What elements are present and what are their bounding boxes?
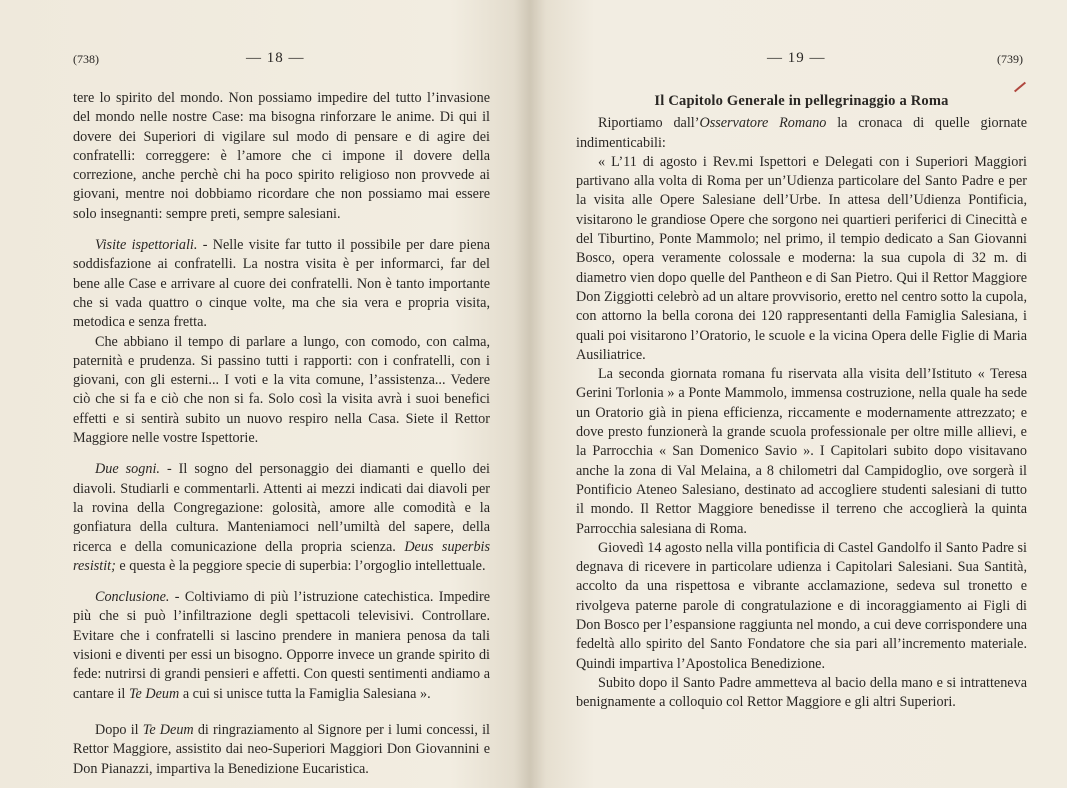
text-run: Subito dopo il Santo Padre ammetteva al bacio della mano e si intratteneva benignamente a colloquio col Rettor Maggiore e gli altri Superiori.	[576, 674, 1027, 711]
paragraph	[73, 236, 490, 332]
text-run: la cronaca di quelle giornate indimenticabili:	[576, 115, 1027, 151]
paragraph	[73, 460, 490, 576]
text-run: La seconda giornata romana fu riservata alla visita dell’Istituto « Teresa Gerini Torlonia » a Ponte Mammolo, immensa costruzione, nella quale ha sede un Oratorio già in piena efficienza, riccamente e modernamente attrezzato; e dove presto funzionerà la grande scuola professionale per oltre mille allievi, e la Parrocchia « San Domenico Savio ». I Capitolari subito dopo visitavano anche la zona di Val Melaina, a 8 chilometri dal Campidoglio, ove sorgerà il Pontificio Ateneo Salesiano, destinato ad accogliere studenti salesiani di tutto il mondo. Il Rettor Maggiore benedisse il terreno che accoglierà la quinta Parrocchia salesiana di Roma.	[576, 366, 1027, 537]
text-run: Che abbiano il tempo di parlare a lungo, con comodo, con calma, paternità e prudenza. Si passino tutti i rapporti: con i confratelli, con i giovani, con gli esterni... I voti e la vita comune, l’assistenza... Vedere ciò che si fa e ciò che non si fa. Solo così la visita avrà i suoi benefici effetti e si sentirà subito un nuovo respiro nella Casa. Siete il Rettor Maggiore nelle vostre Ispettorie.	[73, 333, 490, 447]
pencil-mark	[1014, 82, 1026, 93]
text-run: tere lo spirito del mondo. Non possiamo impedire del tutto l’invasione del mondo nelle nostre Case: ma bisogna rinforzare le anime. Di qui il dovere dei Superiori di vigilare sul modo di pensare e di agire dei confratelli: correggere: è l’amore che ci impone il dovere della correzione, anche perchè chi ha poco spirito religioso non provvede ai giovani, mentre noi dobbiamo ricordare che non possiamo mai essere solo insegnanti: sempre preti, sempre salesiani.	[73, 90, 490, 222]
italic-text: Due sogni.	[95, 461, 160, 478]
left-page-body	[73, 89, 490, 779]
right-page	[530, 0, 1067, 788]
page-number-right: — 19 —	[767, 50, 826, 66]
text-run: - Coltiviamo di più l’istruzione catechistica. Impedire più che si può l’infiltrazione degli spettacoli televisivi. Controllare. Evitare che i confratelli si lascino prendere in maniera penosa da tali visioni e diventi per essi un bisogno. Opporre invece un grande spirito di fede: nutrirsi di grandi pensieri e affetti. Con questi sentimenti andiamo a cantare il	[73, 589, 490, 702]
text-run: Riportiamo dall’	[598, 115, 700, 132]
paragraph	[73, 588, 490, 704]
paragraph	[73, 89, 490, 224]
right-page-body	[576, 92, 1027, 713]
italic-text: Conclusione.	[95, 589, 170, 606]
italic-text: Osservatore Romano	[699, 115, 827, 132]
text-run: - Nelle visite far tutto il possibile per dare piena soddisfazione ai confratelli. La nostra visita è per informarci, far del bene alle Case e arrivare al cuore dei confratelli. Non è tanto importante che si vada quattro o cinque volte, ma che sia vera e propria visita, metodica e senza fretta.	[73, 237, 490, 331]
text-run: - Il sogno del personaggio dei diamanti e quello dei diavoli. Studiarli e commentarli. Attenti ai mezzi indicati dai diavoli per la rovina della Congregazione: golosità, amore alle comodità e la gonfiatura della cultura. Manteniamoci nell’umiltà del sapere, della ricerca e della comunicazione della propria scienza.	[73, 461, 490, 555]
text-run: Giovedì 14 agosto nella villa pontificia di Castel Gandolfo il Santo Padre si degnava di ricevere in particolare udienza i Capitolari Salesiani. Sua Santità, accolto da una rispettosa e vibrante acclamazione, sedeva sul tronetto e rivolgeva paterne parole di congratulazione e di incoraggiamento ai Figli di Don Bosco per l’espansione raggiunta nel mondo, a cui deve corrispondere una fedeltà allo spirito del Santo Fondatore che sia pari all’incremento materiale. Quindi impartiva l’Apostolica Benedizione.	[576, 539, 1027, 672]
text-run: e questa è la peggiore specie di superbia: l’orgoglio intellettuale.	[115, 557, 486, 574]
text-run: Dopo il	[95, 721, 143, 738]
section-heading: Il Capitolo Generale in pellegrinaggio a Roma	[654, 93, 949, 109]
paragraph	[576, 114, 1027, 153]
italic-text: Te Deum	[128, 685, 180, 702]
paragraph	[576, 539, 1027, 674]
text-run: di ringraziamento al Signore per i lumi concessi, il Rettor Maggiore, assistito dai neo-Superiori Maggiori Don Giovannini e Don Pianazzi, impartiva la Benedizione Eucaristica.	[73, 721, 490, 777]
text-run: a cui si unisce tutta la Famiglia Salesiana ».	[179, 685, 431, 702]
paragraph	[73, 721, 490, 779]
italic-text: Deus superbis resistit;	[73, 538, 491, 574]
paragraph	[576, 674, 1027, 713]
text-run: « L’11 di agosto i Rev.mi Ispettori e Delegati con i Superiori Maggiori partivano alla volta di Roma per un’Udienza particolare del Santo Padre e per la visita alle Opere Salesiane dell’Urbe. In attesa dell’Udienza Pontificia, visitarono le grandiose Opere che sorgono nei quartieri periferici di Cinecittà e del Tiburtino, Ponte Mammolo; nel primo, il tempio dedicato a San Giovanni Bosco, opera veramente colossale e moderna: la sua cupola di 32 m. di diametro vien dopo quelle del Pantheon e di San Pietro. Qui il Rettor Maggiore Don Ziggiotti celebrò ad un altare provvisorio, eretto nel centro sotto la cupola, con attorno la bella corona dei 120 rappresentanti della Famiglia Salesiana, i quali poi visitarono l’Oratorio, le scuole e la vicina Opera delle Figlie di Maria Ausiliatrice.	[576, 153, 1027, 363]
italic-text: Te Deum	[142, 721, 194, 738]
paragraph	[73, 333, 490, 449]
italic-text: Visite ispettoriali.	[95, 237, 198, 254]
paragraph	[576, 365, 1027, 539]
running-head-left: (738)	[73, 52, 99, 66]
page-number-left: — 18 —	[246, 50, 305, 66]
paragraph	[576, 153, 1027, 365]
running-head-right: (739)	[997, 52, 1023, 66]
left-page	[0, 0, 530, 788]
